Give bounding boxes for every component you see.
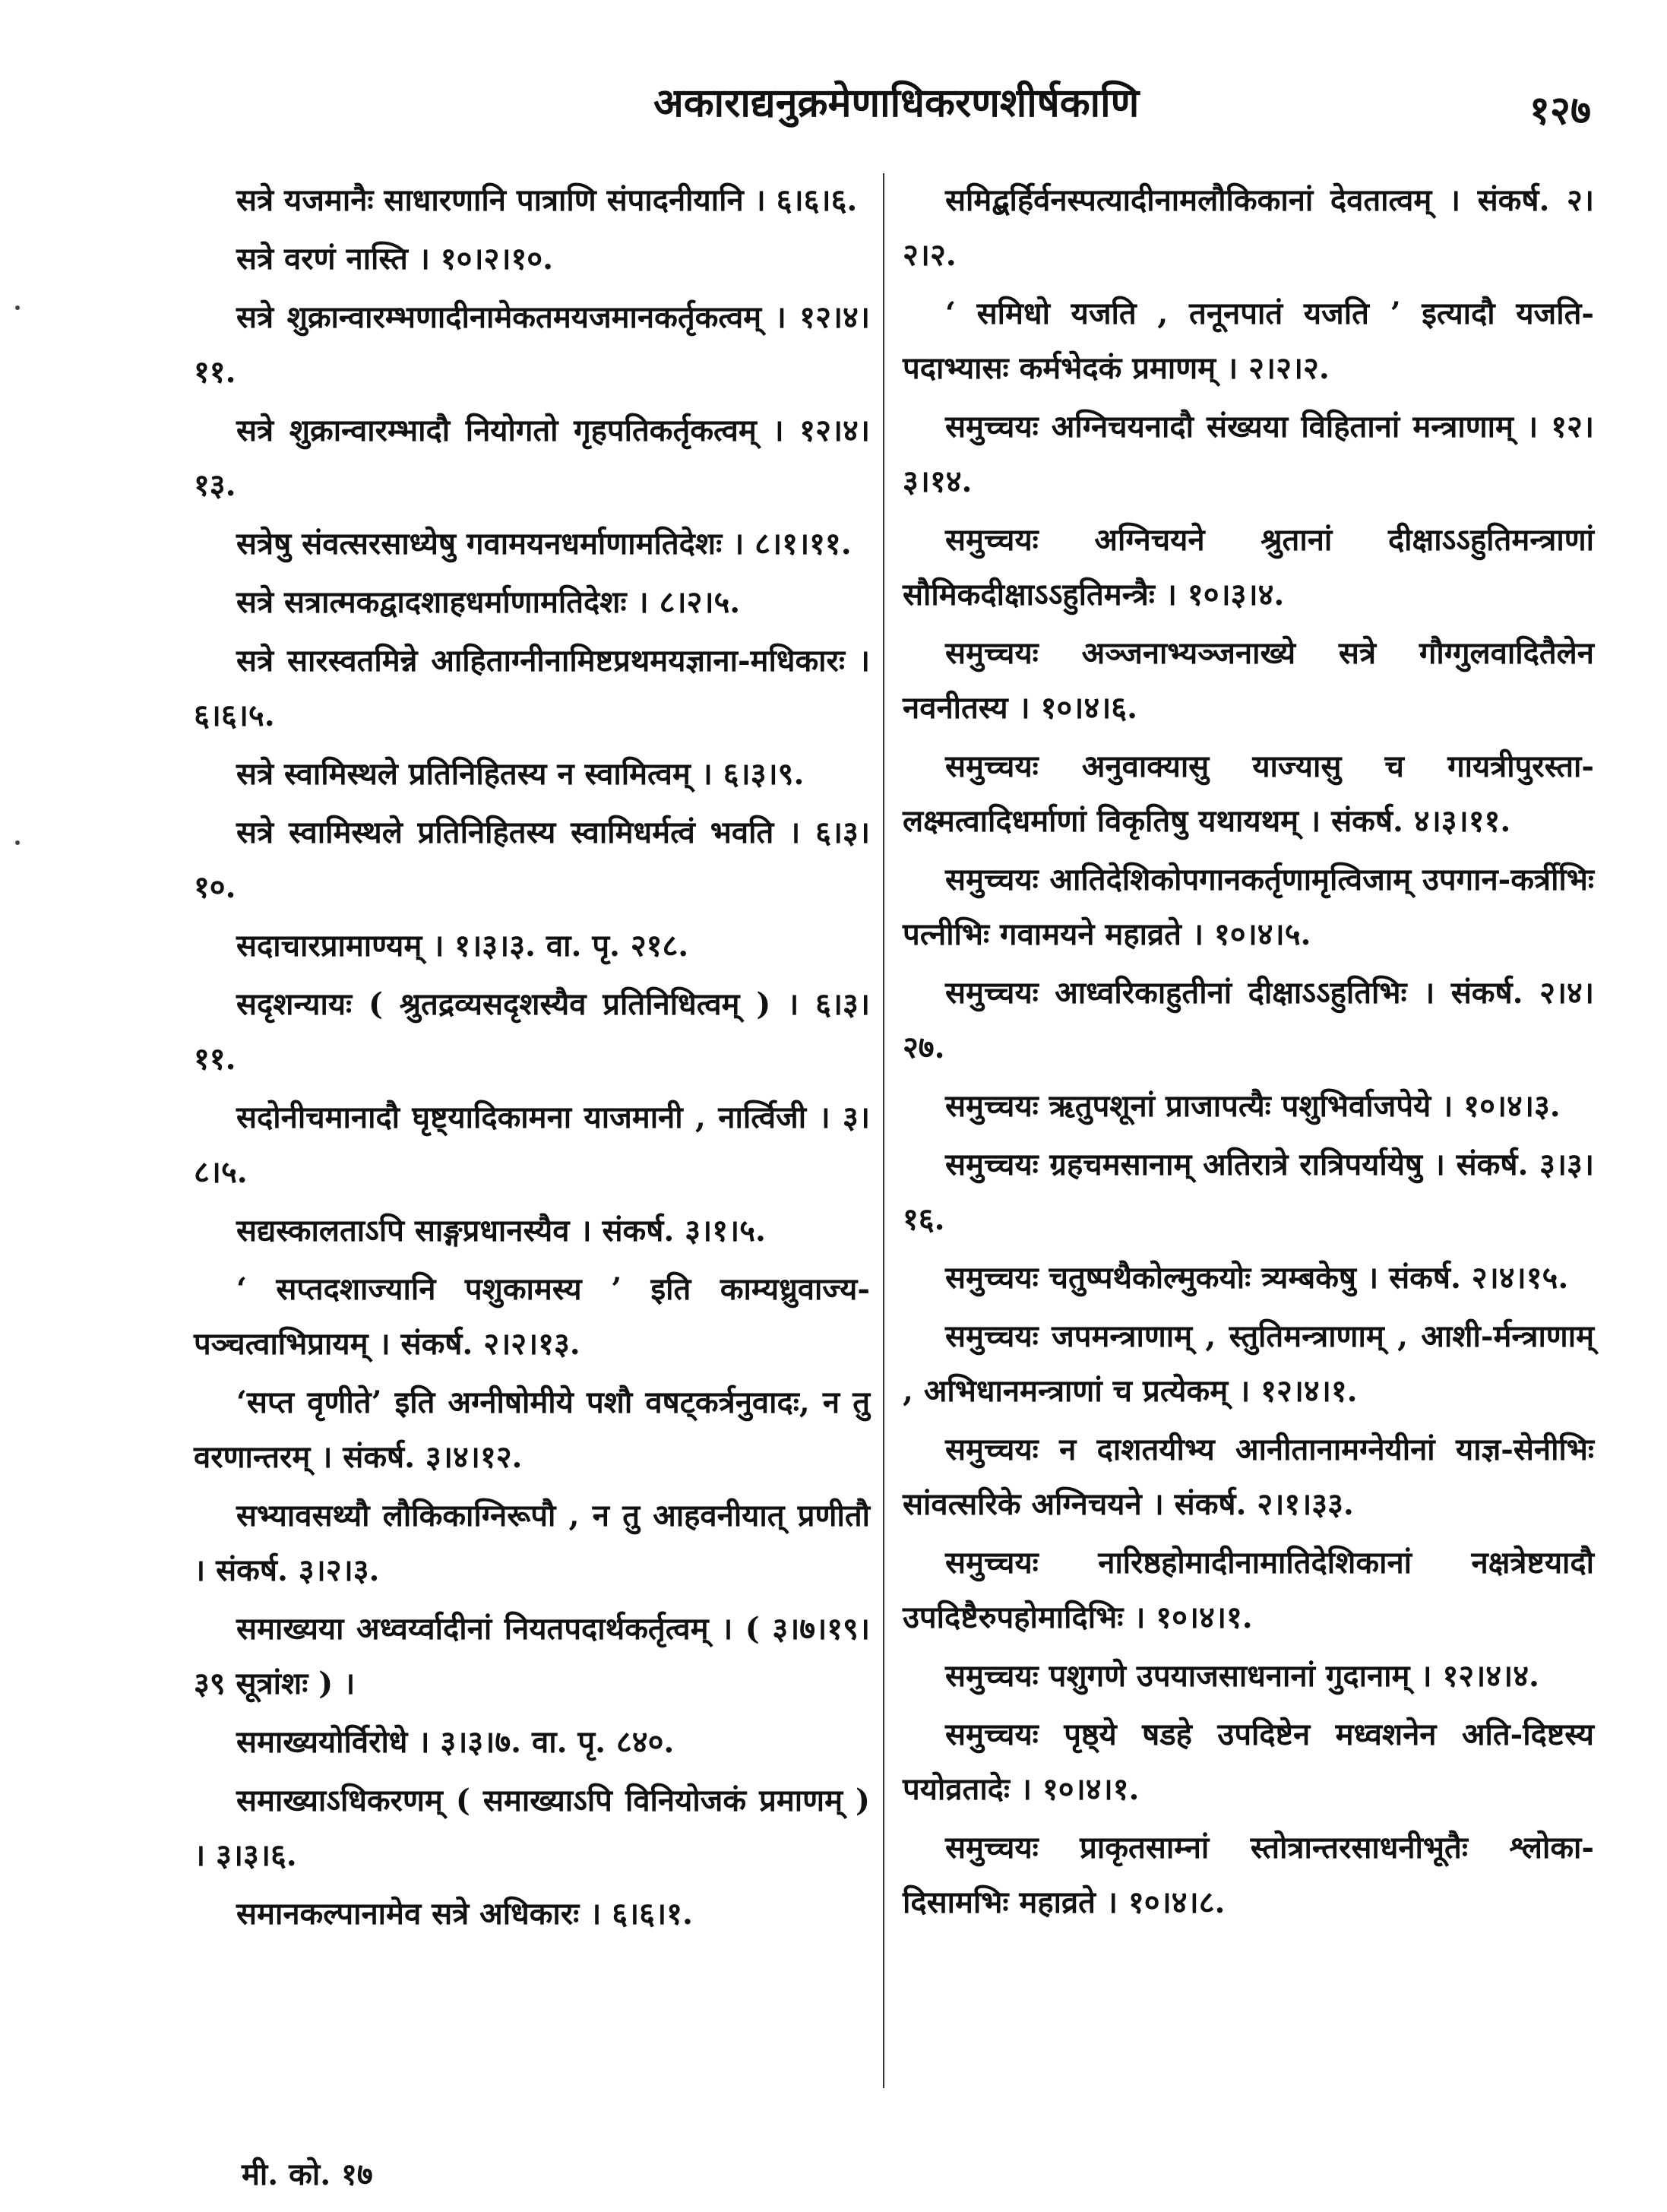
index-entry: सभ्यावसथ्यौ लौकिकाग्निरूपौ , न तु आहवनीयात् प्रणीतौ । संकर्ष. ३।२।३. — [194, 1498, 870, 1588]
index-entry: सद्यस्कालताऽपि साङ्गप्रधानस्यैव । संकर्ष. ३।१।५. — [236, 1213, 766, 1248]
index-entry: समिद्बर्हिर्वनस्पत्यादीनामलौकिकानां देवतात्वम् । संकर्ष. २।२।२. — [903, 182, 1594, 273]
index-entry: समुच्चयः पृष्ठ्ये षडहे उपदिष्टेन मध्वशनेन अति-दिष्टस्य पयोव्रतादेः । १०।४।१. — [903, 1717, 1594, 1807]
index-entry: सदृशन्यायः ( श्रुतद्रव्यसदृशस्यैव प्रतिनिधित्वम् ) । ६।३।११. — [194, 986, 870, 1077]
index-entry: समुच्चयः नारिष्ठहोमादीनामातिदेशिकानां नक्षत्रेष्टयादौ उपदिष्टैरुपहोमादिभिः । १०।४।१. — [903, 1545, 1594, 1635]
index-entry: सत्रे स्वामिस्थले प्रतिनिहितस्य न स्वामित्वम् । ६।३।९. — [236, 756, 805, 792]
index-entry: समुच्चयः चतुष्पथैकोल्मुकयोः त्र्यम्बकेषु । संकर्ष. २।४।१५. — [945, 1260, 1569, 1296]
margin-dot — [15, 840, 20, 845]
page-number: १२७ — [1529, 87, 1591, 134]
index-entry: ‘सप्त वृणीते’ इति अग्नीषोमीये पशौ वषट्कर्त्रनुवादः, न तु वरणान्तरम् । संकर्ष. ३।४।१२. — [194, 1384, 870, 1475]
index-entry: समुच्चयः अग्निचयने श्रुतानां दीक्षाऽऽहुतिमन्त्राणां सौमिकदीक्षाऽऽहुतिमन्त्रैः । १०।३।४. — [903, 522, 1594, 612]
margin-dot — [15, 305, 20, 310]
index-entry: ‘ समिधो यजति , तनूनपातं यजति ’ इत्यादौ यजति-पदाभ्यासः कर्मभेदकं प्रमाणम् । २।२।२. — [903, 296, 1594, 386]
index-entry: समानकल्पानामेव सत्रे अधिकारः । ६।६।१. — [236, 1896, 693, 1932]
index-entry: समुच्चयः प्राकृतसाम्नां स्तोत्रान्तरसाधनीभूतैः श्लोका-दिसामभिः महाव्रते । १०।४।८. — [903, 1830, 1594, 1920]
index-entry: सदोनीचमानादौ घृष्ट्यादिकामना याजमानी , नार्त्विजी । ३।८।५. — [194, 1100, 870, 1190]
index-entry: समाख्यया अध्वर्य्वादीनां नियतपदार्थकर्तृत्वम् । ( ३।७।१९।३९ सूत्रांशः ) । — [194, 1611, 870, 1701]
index-entry: समुच्चयः ग्रहचमसानाम् अतिरात्रे रात्रिपर्यायेषु । संकर्ष. ३।३।१६. — [903, 1147, 1594, 1237]
right-column — [903, 173, 1594, 1934]
index-entry: समुच्चयः जपमन्त्राणाम् , स्तुतिमन्त्राणाम् , आशी-र्मन्त्राणाम् , अभिधानमन्त्राणां च प्रत्येकम् । १२।४।१. — [903, 1318, 1594, 1409]
index-entry: समुच्चयः न दाशतयीभ्य आनीतानामग्नेयीनां याज्ञ-सेनीभिः सांवत्सरिके अग्निचयने । संकर्ष. २।१।३३. — [903, 1432, 1594, 1522]
index-entry: सत्रे सत्रात्मकद्वादशाहधर्माणामतिदेशः । ८।२।५. — [236, 584, 741, 620]
page-footer-signature: मी. को. १७ — [242, 2157, 373, 2192]
index-entry: सत्रे स्वामिस्थले प्रतिनिहितस्य स्वामिधर्मत्वं भवति । ६।३।१०. — [194, 815, 870, 905]
index-entry: समुच्चयः आतिदेशिकोपगानकर्तृणामृत्विजाम् उपगान-कर्त्रीभिः पत्नीभिः गवामयने महाव्रते । १०।४।५. — [903, 862, 1594, 952]
index-entry: सत्रेषु संवत्सरसाध्येषु गवामयनधर्माणामतिदेशः । ८।१।११. — [236, 526, 852, 562]
index-entry: सदाचारप्रामाण्यम् । १।३।३. वा. पृ. २१८. — [236, 928, 689, 964]
index-entry: ‘ सप्तदशाज्यानि पशुकामस्य ’ इति काम्यध्रुवाज्य-पञ्चत्वाभिप्रायम् । संकर्ष. २।२।१३. — [194, 1271, 870, 1362]
page-header-title: अकाराद्यनुक्रमेणाधिकरणशीर्षकाणि — [653, 80, 1140, 126]
index-entry: सत्रे शुक्रान्वारम्भादौ नियोगतो गृहपतिकर्तृकत्वम् । १२।४।१३. — [194, 413, 870, 503]
index-entry: समुच्चयः अनुवाक्यासु याज्यासु च गायत्रीपुरस्ता-लक्ष्मत्वादिधर्माणां विकृतिषु यथायथम् । संकर्ष. ४।३।११. — [903, 748, 1594, 839]
index-entry: समुच्चयः ऋतुपशूनां प्राजापत्यैः पशुभिर्वाजपेये । १०।४।३. — [945, 1088, 1561, 1124]
index-entry: समुच्चयः अञ्जनाभ्यञ्जनाख्ये सत्रे गौग्गुलवादितैलेन नवनीतस्य । १०।४।६. — [903, 635, 1594, 726]
index-entry: समाख्ययोर्विरोधे । ३।३।७. वा. पृ. ८४०. — [236, 1724, 675, 1760]
index-entry: समुच्चयः आध्वरिकाहुतीनां दीक्षाऽऽहुतिभिः । संकर्ष. २।४।२७. — [903, 975, 1594, 1065]
index-entry: सत्रे वरणं नास्ति । १०।२।१०. — [236, 241, 554, 277]
index-entry: समुच्चयः अग्निचयनादौ संख्यया विहितानां मन्त्राणाम् । १२।३।१४. — [903, 409, 1594, 499]
index-entry: सत्रे सारस्वतमिन्ने आहिताग्नीनामिष्टप्रथमयज्ञाना-मधिकारः । ६।६।५. — [194, 643, 870, 733]
index-entry: समाख्याऽधिकरणम् ( समाख्याऽपि विनियोजकं प्रमाणम् ) । ३।३।६. — [194, 1783, 870, 1873]
left-column — [194, 173, 870, 1945]
column-divider — [883, 173, 884, 2088]
index-entry: सत्रे शुक्रान्वारम्भणादीनामेकतमयजमानकर्तृकत्वम् । १२।४।११. — [194, 299, 870, 390]
index-entry: समुच्चयः पशुगणे उपयाजसाधनानां गुदानाम् । १२।४।४. — [945, 1658, 1539, 1694]
index-entry: सत्रे यजमानैः साधारणानि पात्राणि संपादनीयानि । ६।६।६. — [236, 182, 858, 218]
